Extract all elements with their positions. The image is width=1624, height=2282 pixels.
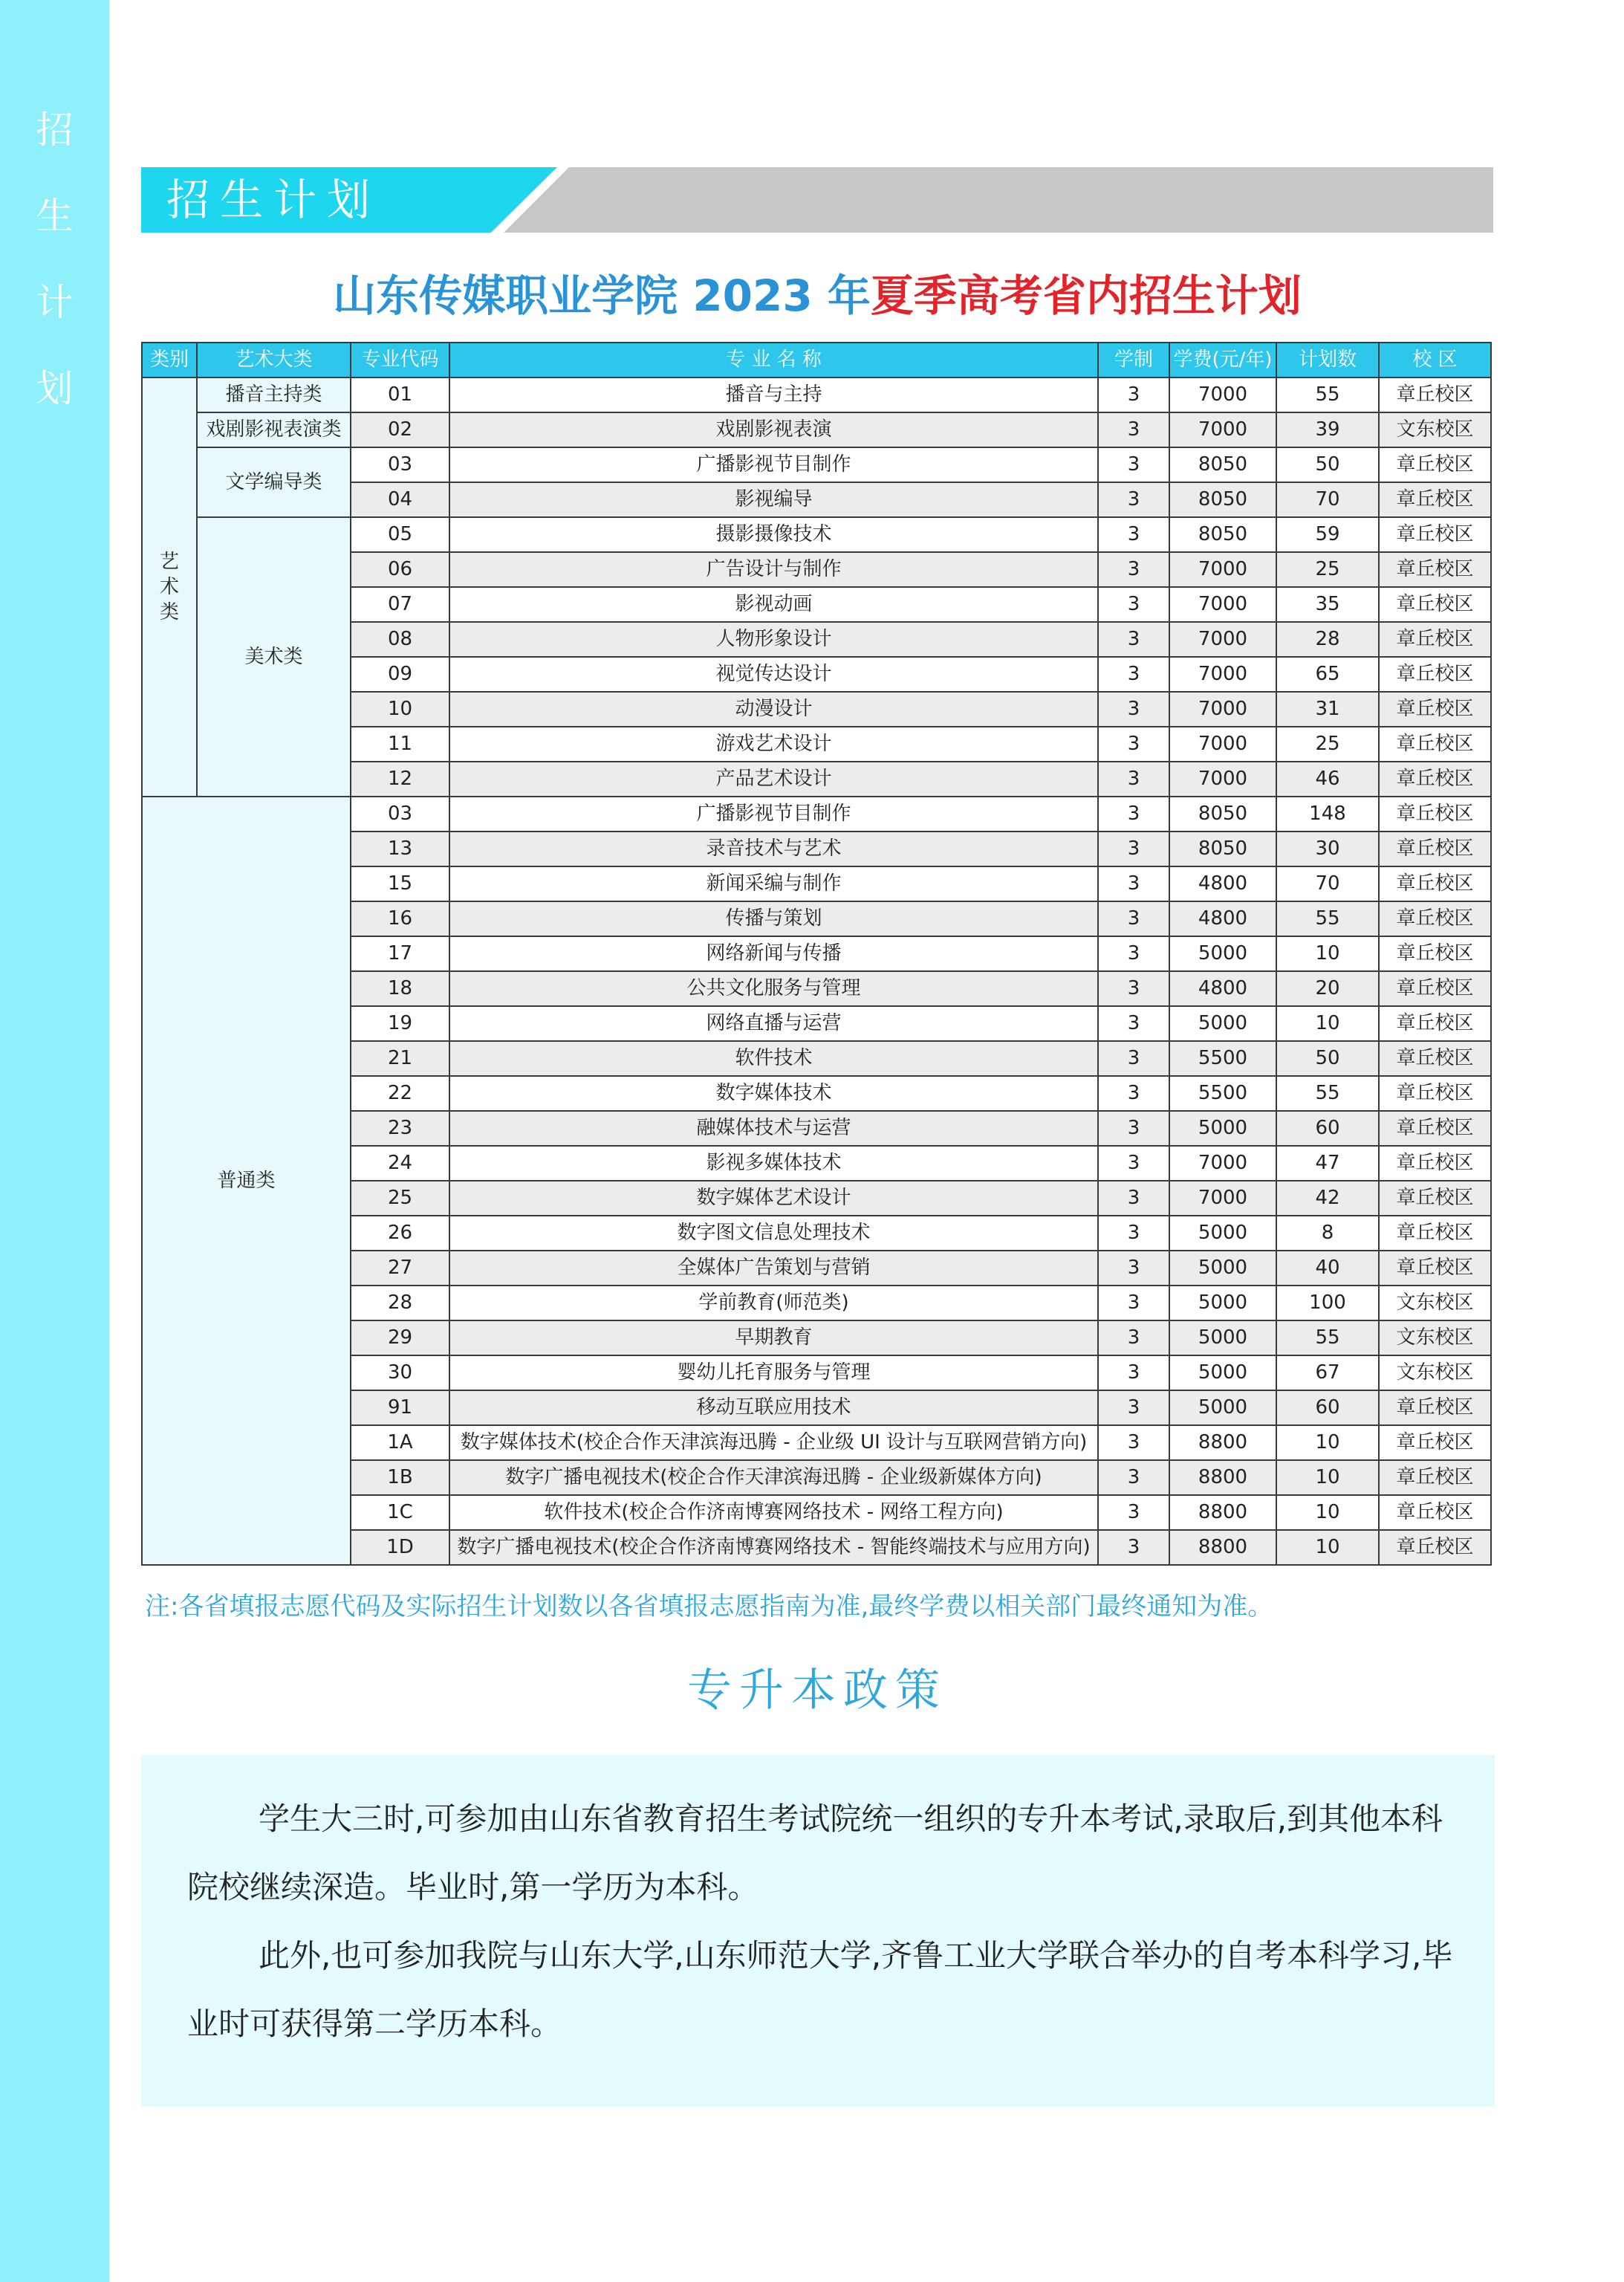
cell-plan: 10 xyxy=(1276,1006,1379,1041)
header-major-code: 专业代码 xyxy=(351,343,449,377)
cell-code: 18 xyxy=(351,971,449,1006)
cell-fee: 5000 xyxy=(1169,936,1276,971)
cell-code: 03 xyxy=(351,797,449,832)
cell-name: 传播与策划 xyxy=(449,901,1098,936)
cell-fee: 5000 xyxy=(1169,1006,1276,1041)
cell-code: 22 xyxy=(351,1076,449,1111)
cell-code: 15 xyxy=(351,866,449,901)
cell-years: 3 xyxy=(1098,1286,1169,1320)
cell-campus: 章丘校区 xyxy=(1379,727,1491,762)
cell-fee: 7000 xyxy=(1169,552,1276,587)
cell-years: 3 xyxy=(1098,1251,1169,1286)
cell-years: 3 xyxy=(1098,762,1169,797)
cell-name: 婴幼儿托育服务与管理 xyxy=(449,1355,1098,1390)
cell-campus: 章丘校区 xyxy=(1379,587,1491,622)
cell-plan: 10 xyxy=(1276,1425,1379,1460)
cell-plan: 47 xyxy=(1276,1146,1379,1181)
cell-years: 3 xyxy=(1098,1216,1169,1251)
page-title xyxy=(141,266,1493,325)
cell-campus: 章丘校区 xyxy=(1379,1146,1491,1181)
cell-name: 数字媒体技术 xyxy=(449,1076,1098,1111)
header-campus: 校 区 xyxy=(1379,343,1491,377)
cell-code: 21 xyxy=(351,1041,449,1076)
cell-plan: 65 xyxy=(1276,657,1379,692)
cell-plan: 60 xyxy=(1276,1390,1379,1425)
cell-fee: 8800 xyxy=(1169,1460,1276,1495)
cell-years: 3 xyxy=(1098,727,1169,762)
cell-fee: 7000 xyxy=(1169,762,1276,797)
header-plan: 计划数 xyxy=(1276,343,1379,377)
art-group-cell: 美术类 xyxy=(197,517,351,797)
cell-campus: 章丘校区 xyxy=(1379,797,1491,832)
cell-years: 3 xyxy=(1098,657,1169,692)
cell-years: 3 xyxy=(1098,377,1169,412)
cell-campus: 章丘校区 xyxy=(1379,517,1491,552)
cell-campus: 章丘校区 xyxy=(1379,482,1491,517)
cell-code: 05 xyxy=(351,517,449,552)
cell-campus: 章丘校区 xyxy=(1379,1251,1491,1286)
policy-title: 专升本政策 xyxy=(687,1665,947,1717)
cell-plan: 50 xyxy=(1276,1041,1379,1076)
cell-code: 17 xyxy=(351,936,449,971)
cell-plan: 59 xyxy=(1276,517,1379,552)
cell-plan: 60 xyxy=(1276,1111,1379,1146)
cell-fee: 4800 xyxy=(1169,866,1276,901)
cell-fee: 5000 xyxy=(1169,1216,1276,1251)
cell-fee: 8050 xyxy=(1169,482,1276,517)
cell-name: 影视动画 xyxy=(449,587,1098,622)
cell-years: 3 xyxy=(1098,797,1169,832)
cell-fee: 5000 xyxy=(1169,1251,1276,1286)
cell-code: 1A xyxy=(351,1425,449,1460)
cell-name: 学前教育(师范类) xyxy=(449,1286,1098,1320)
side-label-char: 划 xyxy=(36,367,74,410)
cell-campus: 章丘校区 xyxy=(1379,622,1491,657)
cell-name: 软件技术 xyxy=(449,1041,1098,1076)
cell-name: 播音与主持 xyxy=(449,377,1098,412)
cell-name: 视觉传达设计 xyxy=(449,657,1098,692)
cell-name: 广告设计与制作 xyxy=(449,552,1098,587)
cell-fee: 5000 xyxy=(1169,1111,1276,1146)
cell-plan: 55 xyxy=(1276,1076,1379,1111)
cell-campus: 章丘校区 xyxy=(1379,1006,1491,1041)
category-cell: 普通类 xyxy=(142,797,351,1565)
side-label xyxy=(0,108,109,456)
cell-fee: 8050 xyxy=(1169,797,1276,832)
cell-code: 23 xyxy=(351,1111,449,1146)
header-major-name: 专 业 名 称 xyxy=(449,343,1098,377)
art-group-cell: 戏剧影视表演类 xyxy=(197,412,351,447)
section-header xyxy=(141,167,1493,233)
cell-campus: 章丘校区 xyxy=(1379,657,1491,692)
cell-campus: 文东校区 xyxy=(1379,1286,1491,1320)
cell-plan: 30 xyxy=(1276,832,1379,866)
cell-code: 10 xyxy=(351,692,449,727)
cell-campus: 章丘校区 xyxy=(1379,762,1491,797)
cell-name: 数字媒体技术(校企合作天津滨海迅腾 - 企业级 UI 设计与互联网营销方向) xyxy=(449,1425,1098,1460)
cell-code: 24 xyxy=(351,1146,449,1181)
cell-fee: 7000 xyxy=(1169,1146,1276,1181)
cell-plan: 31 xyxy=(1276,692,1379,727)
cell-fee: 8050 xyxy=(1169,832,1276,866)
cell-years: 3 xyxy=(1098,936,1169,971)
cell-years: 3 xyxy=(1098,622,1169,657)
cell-years: 3 xyxy=(1098,1041,1169,1076)
cell-fee: 5000 xyxy=(1169,1286,1276,1320)
cell-name: 影视编导 xyxy=(449,482,1098,517)
cell-years: 3 xyxy=(1098,971,1169,1006)
cell-name: 动漫设计 xyxy=(449,692,1098,727)
cell-years: 3 xyxy=(1098,587,1169,622)
table-row xyxy=(142,517,1491,552)
cell-campus: 章丘校区 xyxy=(1379,692,1491,727)
cell-years: 3 xyxy=(1098,1390,1169,1425)
table-note: 注:各省填报志愿代码及实际招生计划数以各省填报志愿指南为准,最终学费以相关部门最终通知为准。 xyxy=(145,1592,1273,1621)
cell-code: 02 xyxy=(351,412,449,447)
cell-plan: 148 xyxy=(1276,797,1379,832)
cell-name: 全媒体广告策划与营销 xyxy=(449,1251,1098,1286)
cell-plan: 25 xyxy=(1276,727,1379,762)
cell-campus: 章丘校区 xyxy=(1379,1425,1491,1460)
cell-years: 3 xyxy=(1098,692,1169,727)
cell-plan: 10 xyxy=(1276,1530,1379,1565)
cell-campus: 章丘校区 xyxy=(1379,1216,1491,1251)
cell-plan: 20 xyxy=(1276,971,1379,1006)
cell-fee: 8800 xyxy=(1169,1425,1276,1460)
cell-years: 3 xyxy=(1098,1181,1169,1216)
cell-plan: 42 xyxy=(1276,1181,1379,1216)
cell-fee: 5000 xyxy=(1169,1355,1276,1390)
cell-campus: 文东校区 xyxy=(1379,1355,1491,1390)
cell-plan: 28 xyxy=(1276,622,1379,657)
table-row xyxy=(142,447,1491,482)
cell-plan: 70 xyxy=(1276,482,1379,517)
cell-name: 网络直播与运营 xyxy=(449,1006,1098,1041)
cell-campus: 章丘校区 xyxy=(1379,1181,1491,1216)
cell-fee: 4800 xyxy=(1169,901,1276,936)
cell-campus: 文东校区 xyxy=(1379,412,1491,447)
cell-campus: 章丘校区 xyxy=(1379,447,1491,482)
cell-fee: 5000 xyxy=(1169,1320,1276,1355)
cell-name: 广播影视节目制作 xyxy=(449,447,1098,482)
cell-code: 07 xyxy=(351,587,449,622)
cell-years: 3 xyxy=(1098,866,1169,901)
policy-box xyxy=(141,1755,1495,2107)
cell-name: 公共文化服务与管理 xyxy=(449,971,1098,1006)
cell-code: 19 xyxy=(351,1006,449,1041)
cell-fee: 7000 xyxy=(1169,622,1276,657)
cell-plan: 50 xyxy=(1276,447,1379,482)
cell-fee: 8050 xyxy=(1169,447,1276,482)
cell-name: 数字图文信息处理技术 xyxy=(449,1216,1098,1251)
cell-campus: 章丘校区 xyxy=(1379,901,1491,936)
cell-campus: 章丘校区 xyxy=(1379,1530,1491,1565)
cell-fee: 8800 xyxy=(1169,1495,1276,1530)
cell-plan: 70 xyxy=(1276,866,1379,901)
cell-years: 3 xyxy=(1098,552,1169,587)
enrollment-plan-table xyxy=(141,342,1492,1566)
side-label-char: 计 xyxy=(36,281,74,324)
table-row xyxy=(142,377,1491,412)
cell-campus: 章丘校区 xyxy=(1379,971,1491,1006)
cell-code: 27 xyxy=(351,1251,449,1286)
cell-name: 融媒体技术与运营 xyxy=(449,1111,1098,1146)
cell-years: 3 xyxy=(1098,1320,1169,1355)
cell-plan: 55 xyxy=(1276,377,1379,412)
policy-paragraph: 此外,也可参加我院与山东大学,山东师范大学,齐鲁工业大学联合举办的自考本科学习,毕业时可获得第二学历本科。 xyxy=(187,1937,1453,2042)
cell-code: 03 xyxy=(351,447,449,482)
cell-campus: 章丘校区 xyxy=(1379,1076,1491,1111)
cell-code: 06 xyxy=(351,552,449,587)
cell-plan: 8 xyxy=(1276,1216,1379,1251)
cell-code: 28 xyxy=(351,1286,449,1320)
cell-years: 3 xyxy=(1098,412,1169,447)
cell-campus: 章丘校区 xyxy=(1379,1460,1491,1495)
cell-name: 软件技术(校企合作济南博赛网络技术 - 网络工程方向) xyxy=(449,1495,1098,1530)
cell-years: 3 xyxy=(1098,517,1169,552)
cell-code: 16 xyxy=(351,901,449,936)
cell-name: 移动互联应用技术 xyxy=(449,1390,1098,1425)
cell-name: 网络新闻与传播 xyxy=(449,936,1098,971)
cell-fee: 7000 xyxy=(1169,692,1276,727)
cell-name: 数字媒体艺术设计 xyxy=(449,1181,1098,1216)
art-group-cell: 播音主持类 xyxy=(197,377,351,412)
page-title-part1: 山东传媒职业学院 2023 年 xyxy=(333,270,871,321)
cell-name: 新闻采编与制作 xyxy=(449,866,1098,901)
cell-code: 29 xyxy=(351,1320,449,1355)
cell-years: 3 xyxy=(1098,1076,1169,1111)
cell-code: 1B xyxy=(351,1460,449,1495)
section-title: 招生计划 xyxy=(166,175,381,225)
cell-campus: 章丘校区 xyxy=(1379,377,1491,412)
cell-years: 3 xyxy=(1098,1146,1169,1181)
cell-fee: 8800 xyxy=(1169,1530,1276,1565)
cell-campus: 章丘校区 xyxy=(1379,1390,1491,1425)
cell-years: 3 xyxy=(1098,1495,1169,1530)
cell-years: 3 xyxy=(1098,1460,1169,1495)
art-group-cell: 文学编导类 xyxy=(197,447,351,517)
cell-years: 3 xyxy=(1098,447,1169,482)
cell-code: 12 xyxy=(351,762,449,797)
cell-fee: 7000 xyxy=(1169,412,1276,447)
cell-fee: 5500 xyxy=(1169,1041,1276,1076)
cell-name: 早期教育 xyxy=(449,1320,1098,1355)
cell-code: 11 xyxy=(351,727,449,762)
cell-fee: 7000 xyxy=(1169,587,1276,622)
cell-plan: 67 xyxy=(1276,1355,1379,1390)
cell-name: 数字广播电视技术(校企合作天津滨海迅腾 - 企业级新媒体方向) xyxy=(449,1460,1098,1495)
cell-name: 录音技术与艺术 xyxy=(449,832,1098,866)
table-row xyxy=(142,797,1491,832)
cell-years: 3 xyxy=(1098,482,1169,517)
header-fee: 学费(元/年) xyxy=(1169,343,1276,377)
cell-plan: 40 xyxy=(1276,1251,1379,1286)
side-label-char: 招 xyxy=(36,108,74,152)
cell-fee: 7000 xyxy=(1169,377,1276,412)
cell-code: 30 xyxy=(351,1355,449,1390)
cell-name: 数字广播电视技术(校企合作济南博赛网络技术 - 智能终端技术与应用方向) xyxy=(449,1530,1098,1565)
cell-name: 游戏艺术设计 xyxy=(449,727,1098,762)
policy-paragraph: 学生大三时,可参加由山东省教育招生考试院统一组织的专升本考试,录取后,到其他本科院校继续深造。毕业时,第一学历为本科。 xyxy=(187,1800,1443,1905)
cell-code: 13 xyxy=(351,832,449,866)
cell-years: 3 xyxy=(1098,1425,1169,1460)
side-label-char: 生 xyxy=(36,195,74,238)
cell-years: 3 xyxy=(1098,1530,1169,1565)
cell-plan: 55 xyxy=(1276,901,1379,936)
header-years: 学制 xyxy=(1098,343,1169,377)
cell-campus: 章丘校区 xyxy=(1379,1041,1491,1076)
cell-plan: 10 xyxy=(1276,1495,1379,1530)
header-category: 类别 xyxy=(142,343,197,377)
cell-code: 08 xyxy=(351,622,449,657)
cell-fee: 5000 xyxy=(1169,1390,1276,1425)
cell-plan: 55 xyxy=(1276,1320,1379,1355)
cell-years: 3 xyxy=(1098,832,1169,866)
cell-code: 1D xyxy=(351,1530,449,1565)
cell-fee: 7000 xyxy=(1169,1181,1276,1216)
cell-name: 戏剧影视表演 xyxy=(449,412,1098,447)
cell-plan: 10 xyxy=(1276,936,1379,971)
cell-code: 1C xyxy=(351,1495,449,1530)
cell-campus: 章丘校区 xyxy=(1379,1495,1491,1530)
page-title-part2: 夏季高考省内招生计划 xyxy=(870,270,1302,321)
cell-years: 3 xyxy=(1098,1111,1169,1146)
cell-name: 人物形象设计 xyxy=(449,622,1098,657)
cell-fee: 8050 xyxy=(1169,517,1276,552)
cell-plan: 25 xyxy=(1276,552,1379,587)
cell-plan: 39 xyxy=(1276,412,1379,447)
cell-campus: 章丘校区 xyxy=(1379,832,1491,866)
cell-fee: 7000 xyxy=(1169,657,1276,692)
cell-fee: 5500 xyxy=(1169,1076,1276,1111)
cell-plan: 46 xyxy=(1276,762,1379,797)
cell-campus: 章丘校区 xyxy=(1379,552,1491,587)
cell-fee: 7000 xyxy=(1169,727,1276,762)
cell-code: 01 xyxy=(351,377,449,412)
cell-name: 影视多媒体技术 xyxy=(449,1146,1098,1181)
cell-campus: 文东校区 xyxy=(1379,1320,1491,1355)
cell-name: 产品艺术设计 xyxy=(449,762,1098,797)
cell-code: 09 xyxy=(351,657,449,692)
table-header-row xyxy=(142,343,1491,377)
cell-campus: 章丘校区 xyxy=(1379,866,1491,901)
cell-plan: 10 xyxy=(1276,1460,1379,1495)
cell-code: 26 xyxy=(351,1216,449,1251)
table-row xyxy=(142,412,1491,447)
cell-code: 04 xyxy=(351,482,449,517)
cell-years: 3 xyxy=(1098,1006,1169,1041)
cell-name: 摄影摄像技术 xyxy=(449,517,1098,552)
header-art-group: 艺术大类 xyxy=(197,343,351,377)
cell-plan: 100 xyxy=(1276,1286,1379,1320)
cell-code: 25 xyxy=(351,1181,449,1216)
category-cell: 艺 术 类 xyxy=(142,377,197,797)
cell-years: 3 xyxy=(1098,1355,1169,1390)
cell-campus: 章丘校区 xyxy=(1379,936,1491,971)
cell-plan: 35 xyxy=(1276,587,1379,622)
cell-campus: 章丘校区 xyxy=(1379,1111,1491,1146)
cell-code: 91 xyxy=(351,1390,449,1425)
cell-name: 广播影视节目制作 xyxy=(449,797,1098,832)
cell-fee: 4800 xyxy=(1169,971,1276,1006)
cell-years: 3 xyxy=(1098,901,1169,936)
